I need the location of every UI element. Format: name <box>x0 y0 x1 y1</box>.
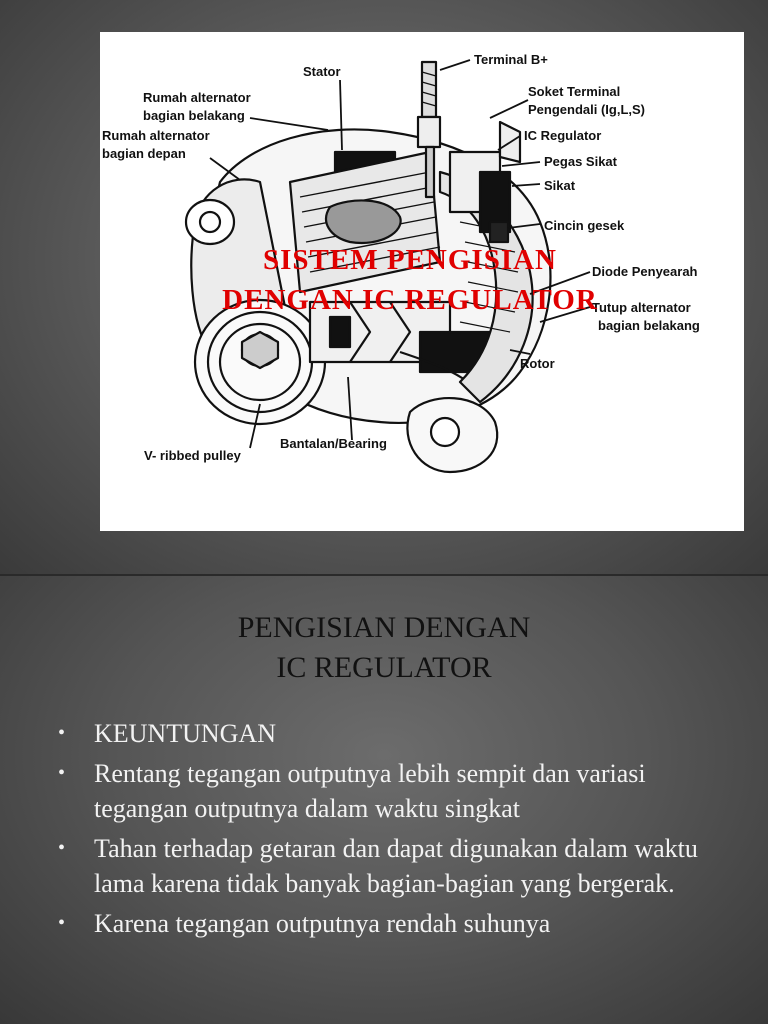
label-terminal-b: Terminal B+ <box>474 52 548 67</box>
bullet-text: Tahan terhadap getaran dan dapat digunakan dalam waktu lama karena tidak banyak bagian-bagian yang bergerak. <box>94 834 698 898</box>
slide-title <box>84 608 684 688</box>
label-rotor: Rotor <box>520 356 555 371</box>
label-tutup-2: bagian belakang <box>598 318 700 333</box>
bullet-dot-icon: • <box>58 912 66 934</box>
slide-title-line1: PENGISIAN DENGAN <box>237 611 531 644</box>
bullet-dot-icon: • <box>58 837 66 859</box>
bullet-item <box>56 716 736 751</box>
label-bantalan: Bantalan/Bearing <box>280 436 387 451</box>
label-cincin-gesek: Cincin gesek <box>544 218 625 233</box>
bullet-item <box>56 831 736 901</box>
slide-title-line2: IC REGULATOR <box>276 651 492 684</box>
bullet-dot-icon: • <box>58 762 66 784</box>
label-rumah-belakang-1: Rumah alternator <box>143 90 251 105</box>
label-stator: Stator <box>303 64 341 79</box>
overlay-title-line2: DENGAN IC REGULATOR <box>222 284 598 316</box>
bullet-text: Rentang tegangan outputnya lebih sempit dan variasi tegangan outputnya dalam waktu singkat <box>94 759 646 823</box>
bullet-text: KEUNTUNGAN <box>94 719 276 748</box>
alternator-diagram <box>100 32 744 531</box>
label-rumah-depan-2: bagian depan <box>102 146 186 161</box>
bullet-item <box>56 906 736 941</box>
label-soket-1: Soket Terminal <box>528 84 621 99</box>
bullet-dot-icon: • <box>58 722 66 744</box>
label-tutup-1: Tutup alternator <box>592 300 691 315</box>
label-diode: Diode Penyearah <box>592 264 698 279</box>
label-soket-2: Pengendali (Ig,L,S) <box>528 102 646 117</box>
bullet-text: Karena tegangan outputnya rendah suhunya <box>94 909 551 938</box>
bullet-item <box>56 756 736 826</box>
overlay-title-line1: SISTEM PENGISIAN <box>263 244 557 276</box>
label-rumah-depan-1: Rumah alternator <box>102 128 210 143</box>
label-ic-regulator: IC Regulator <box>524 128 602 143</box>
bullet-list <box>56 716 736 946</box>
label-pulley: V- ribbed pulley <box>144 448 241 463</box>
label-sikat: Sikat <box>544 178 576 193</box>
label-rumah-belakang-2: bagian belakang <box>143 108 245 123</box>
label-pegas-sikat: Pegas Sikat <box>544 154 617 169</box>
